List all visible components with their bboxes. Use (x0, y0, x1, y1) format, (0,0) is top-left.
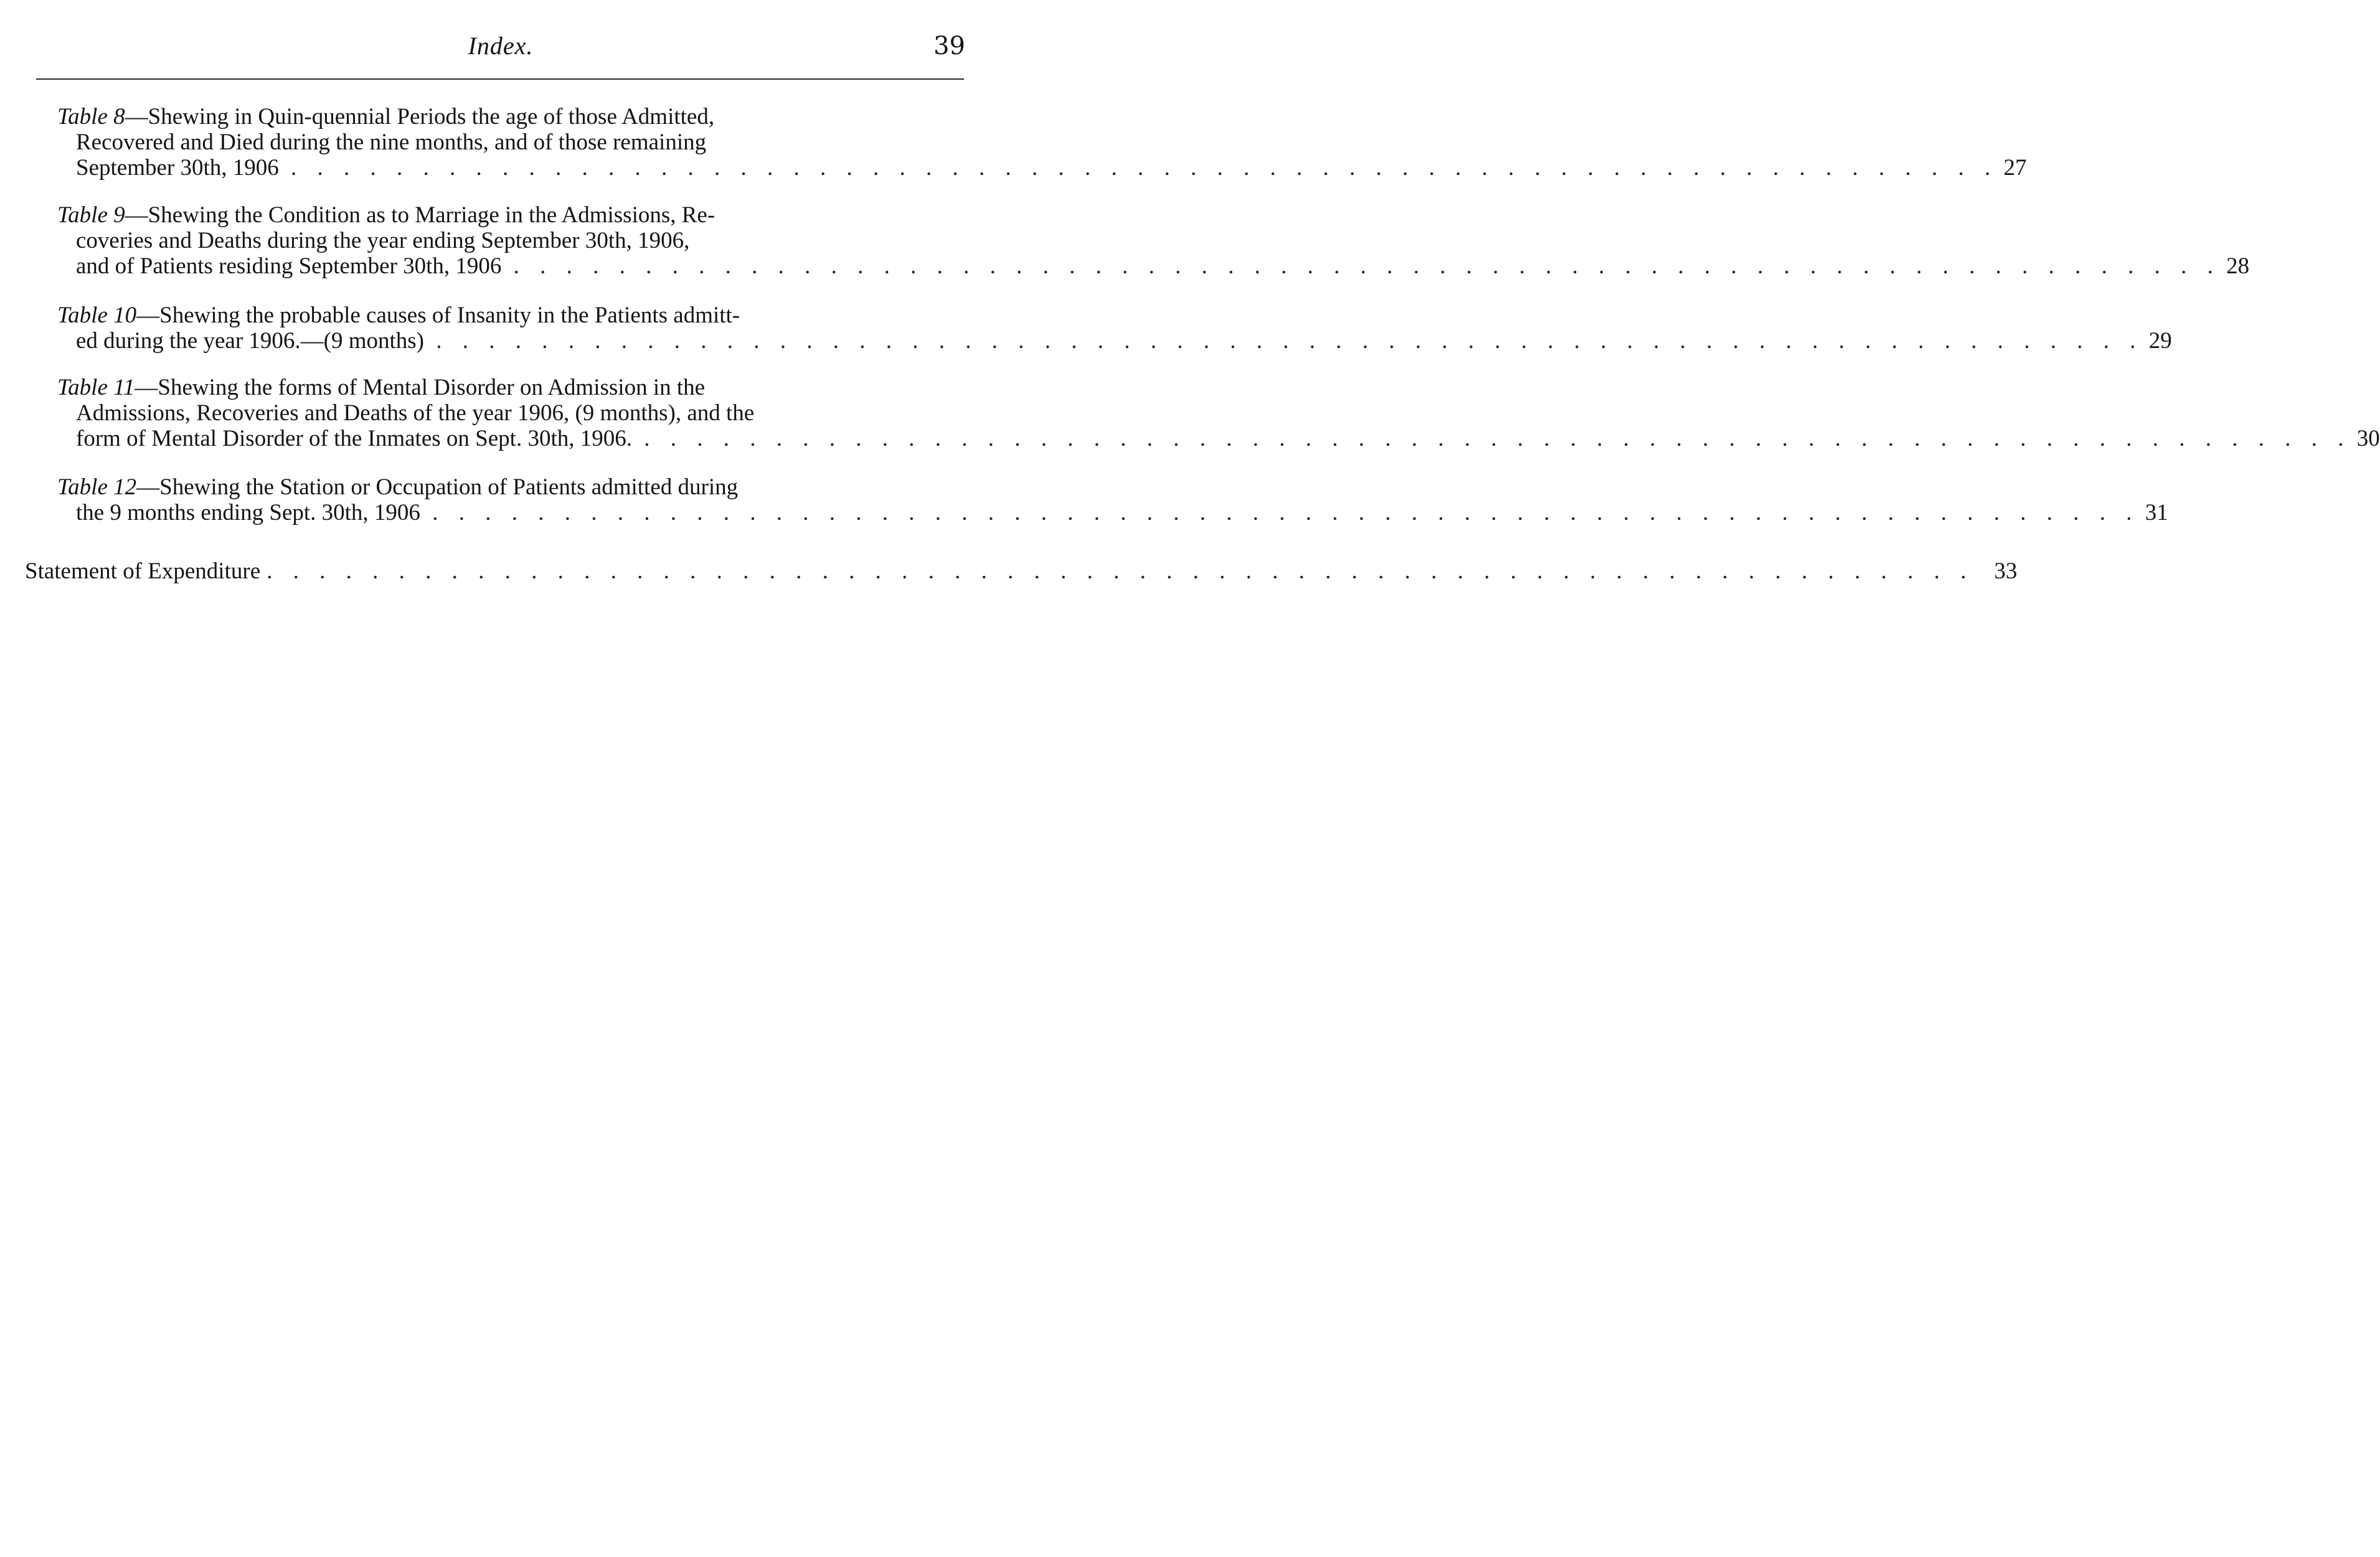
entry-text: ed during the year 1906.—(9 months) (76, 328, 424, 354)
entry-page-number: 29 (2148, 328, 2172, 354)
page-number: 39 (933, 32, 965, 60)
entry-line-1 (57, 202, 965, 228)
entry-page-number: 31 (2145, 500, 2168, 525)
dot-leader: . . . . . . . . . . . . . . . . . . . . . . . . . . . . . . . . . . . . . . . . . . . . . . . . . . . . . . . . . . . . . . . . . (436, 328, 2143, 354)
entry-text: and of Patients residing September 30th, 1906 (76, 253, 502, 279)
dot-leader: . . . . . . . . . . . . . . . . . . . . . . . . . . . . . . . . . . . . . . . . . . . . . . . . . . . . . . . . . . . . . . . . . (513, 253, 2221, 279)
entry-text: —Shewing the Condition as to Marriage in the Admissions, Re- (125, 202, 715, 228)
entry-text: the 9 months ending Sept. 30th, 1906 (76, 500, 420, 525)
dot-leader: . . . . . . . . . . . . . . . . . . . . . . . . . . . . . . . . . . . . . . . . . . . . . . . . . . . . . . . . . . . . . . . . . (291, 155, 1998, 181)
page-title: Index. (468, 32, 534, 60)
index-entry-table-11[interactable] (57, 375, 2380, 451)
entry-line-1 (57, 303, 965, 328)
entry-lead: Table 11 (57, 375, 135, 400)
entry-text: —Shewing the forms of Mental Disorder on Admission in the (135, 375, 706, 400)
entry-last-line (57, 500, 2168, 525)
dot-leader: . . . . . . . . . . . . . . . . . . . . . . . . . . . . . . . . . . . . . . . . . . . . . . . . . . . . . . . . . . . . . . . . . (432, 500, 2140, 525)
dot-leader: . . . . . . . . . . . . . . . . . . . . . . . . . . . . . . . . . . . . . . . . . . . . . . . . . . . . . . . . . . . . . . . . . (267, 558, 1974, 584)
entry-text: —Shewing the Station or Occupation of Patients admitted during (136, 474, 739, 500)
entry-page-number: 33 (1994, 558, 2018, 584)
entry-page-number: 28 (2226, 253, 2250, 279)
entry-text: —Shewing the probable causes of Insanity in the Patients admitt- (136, 303, 740, 328)
index-entry-table-9[interactable] (57, 202, 2250, 279)
entry-last-line (57, 426, 2380, 451)
header-rule (36, 78, 964, 80)
entry-page-number: 27 (2003, 155, 2027, 181)
entry-line-1 (57, 104, 965, 129)
dot-leader: . . . . . . . . . . . . . . . . . . . . . . . . . . . . . . . . . . . . . . . . . . . . . . . . . . . . . . . . . . . . . . . . . (644, 426, 2351, 451)
entry-line-1 (57, 375, 965, 400)
entry-page-number: 30 (2356, 426, 2380, 451)
entry-last-line (57, 155, 2027, 181)
entry-line-2: Recovered and Died during the nine months, and of those remaining (76, 129, 707, 155)
entry-line-1 (57, 474, 965, 500)
entry-text: form of Mental Disorder of the Inmates on Sept. 30th, 1906. (76, 426, 632, 451)
index-entry-statement-of-expenditure[interactable] (25, 558, 2018, 584)
entry-text: —Shewing in Quin-quennial Periods the age of those Admitted, (125, 104, 715, 129)
entry-line-2: Admissions, Recoveries and Deaths of the year 1906, (9 months), and the (76, 400, 755, 426)
entry-lead: Table 10 (57, 303, 137, 328)
entry-last-line (57, 328, 2172, 354)
entry-text: September 30th, 1906 (76, 155, 279, 181)
entry-text: Statement of Expenditure (25, 558, 261, 584)
running-head (36, 27, 965, 65)
entry-line-2: coveries and Deaths during the year ending September 30th, 1906, (76, 228, 690, 253)
index-entry-table-12[interactable] (57, 474, 2168, 525)
entry-lead: Table 9 (57, 202, 125, 228)
entry-lead: Table 8 (57, 104, 125, 129)
entry-last-line (57, 253, 2250, 279)
entry-lead: Table 12 (57, 474, 137, 500)
index-entry-table-10[interactable] (57, 303, 2172, 354)
index-entry-table-8[interactable] (57, 104, 2027, 181)
